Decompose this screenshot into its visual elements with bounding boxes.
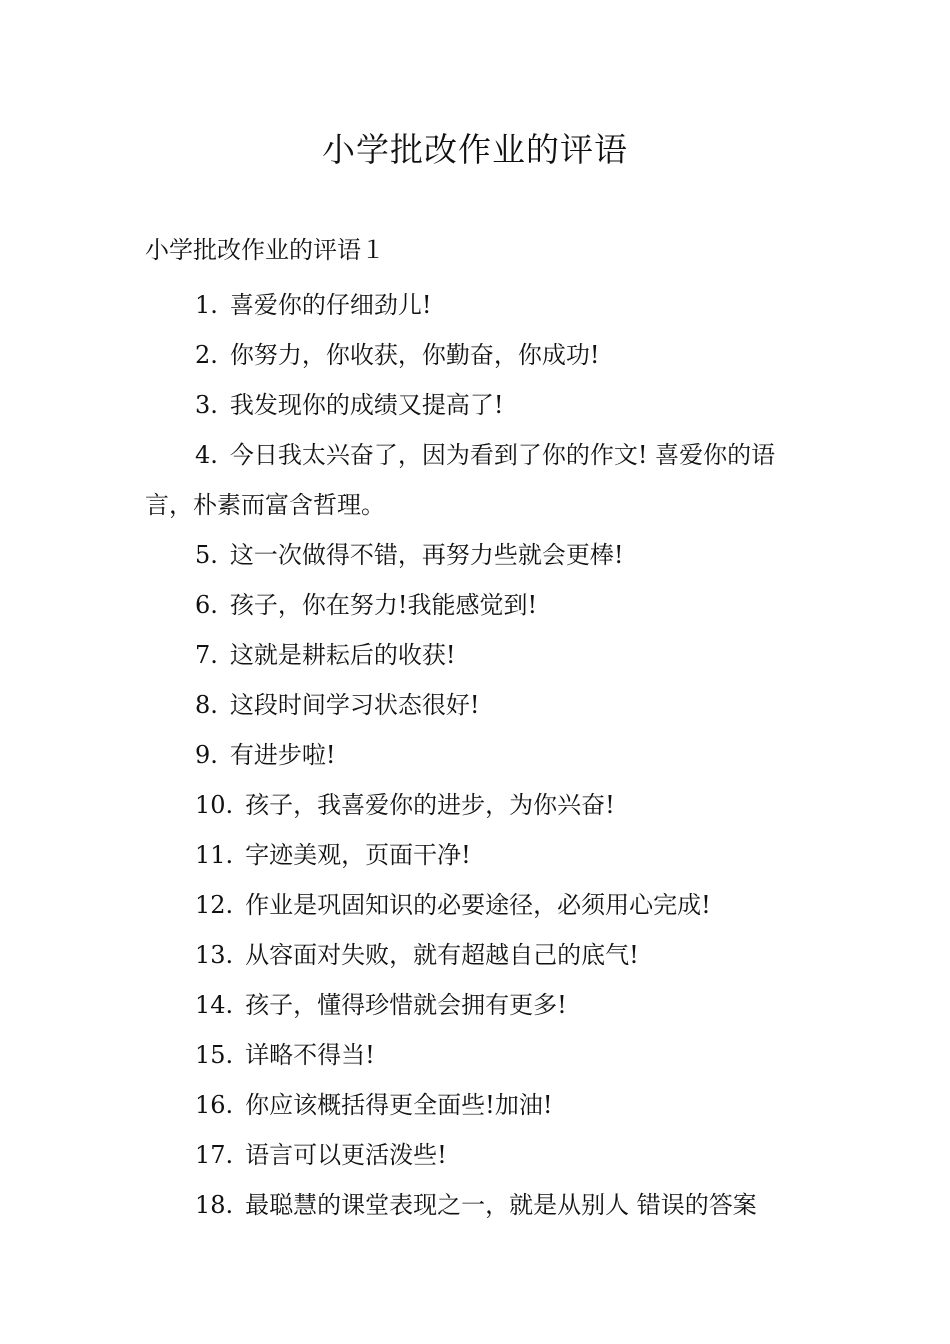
list-item xyxy=(145,1030,810,1080)
item-text: 你努力，你收获，你勤奋，你成功! xyxy=(229,341,600,369)
item-text: 有进步啦! xyxy=(229,741,336,769)
item-number: 18. xyxy=(195,1191,234,1219)
item-text: 这就是耕耘后的收获! xyxy=(229,641,456,669)
list-item xyxy=(145,880,810,930)
list-item xyxy=(145,1130,810,1180)
list-item xyxy=(145,580,810,630)
item-text: 从容面对失败，就有超越自己的底气! xyxy=(245,941,639,969)
comment-list xyxy=(145,280,810,1230)
item-text: 作业是巩固知识的必要途径，必须用心完成! xyxy=(245,891,711,919)
item-number: 17. xyxy=(195,1141,234,1169)
item-text: 孩子，你在努力!我能感觉到! xyxy=(229,591,538,619)
item-number: 9. xyxy=(195,741,218,769)
item-number: 15. xyxy=(195,1041,234,1069)
list-item xyxy=(145,280,810,330)
list-item xyxy=(145,980,810,1030)
item-text: 今日我太兴奋了，因为看到了你的作文! 喜爱你的语言，朴素而富含哲理。 xyxy=(145,441,776,519)
list-item xyxy=(145,530,810,580)
item-text: 这段时间学习状态很好! xyxy=(229,691,480,719)
item-number: 16. xyxy=(195,1091,234,1119)
item-text: 这一次做得不错，再努力些就会更棒! xyxy=(229,541,624,569)
item-text: 字迹美观，页面干净! xyxy=(245,841,471,869)
list-item xyxy=(145,1080,810,1130)
document-title: 小学批改作业的评语 xyxy=(322,130,628,169)
item-text: 我发现你的成绩又提高了! xyxy=(229,391,504,419)
item-number: 6. xyxy=(195,591,218,619)
list-item xyxy=(145,680,810,730)
list-item xyxy=(145,330,810,380)
list-item xyxy=(145,830,810,880)
item-number: 1. xyxy=(195,291,218,319)
item-number: 12. xyxy=(195,891,234,919)
item-text: 喜爱你的仔细劲儿! xyxy=(229,291,432,319)
item-number: 8. xyxy=(195,691,218,719)
list-item xyxy=(145,1180,810,1230)
item-text: 最聪慧的课堂表现之一，就是从别人 错误的答案 xyxy=(245,1191,757,1219)
item-number: 10. xyxy=(195,791,234,819)
item-number: 4. xyxy=(195,441,218,469)
item-number: 3. xyxy=(195,391,218,419)
item-number: 5. xyxy=(195,541,218,569)
list-item xyxy=(145,780,810,830)
list-item xyxy=(145,930,810,980)
item-text: 孩子，我喜爱你的进步，为你兴奋! xyxy=(245,791,615,819)
list-item xyxy=(145,730,810,780)
item-number: 7. xyxy=(195,641,218,669)
list-item xyxy=(145,430,810,530)
item-number: 11. xyxy=(195,841,234,869)
item-text: 详略不得当! xyxy=(245,1041,375,1069)
item-number: 14. xyxy=(195,991,234,1019)
item-number: 2. xyxy=(195,341,218,369)
item-number: 13. xyxy=(195,941,234,969)
item-text: 你应该概括得更全面些!加油! xyxy=(245,1091,553,1119)
item-text: 孩子，懂得珍惜就会拥有更多! xyxy=(245,991,567,1019)
list-item xyxy=(145,380,810,430)
item-text: 语言可以更活泼些! xyxy=(245,1141,447,1169)
section-heading: 小学批改作业的评语１ xyxy=(145,236,385,264)
list-item xyxy=(145,630,810,680)
